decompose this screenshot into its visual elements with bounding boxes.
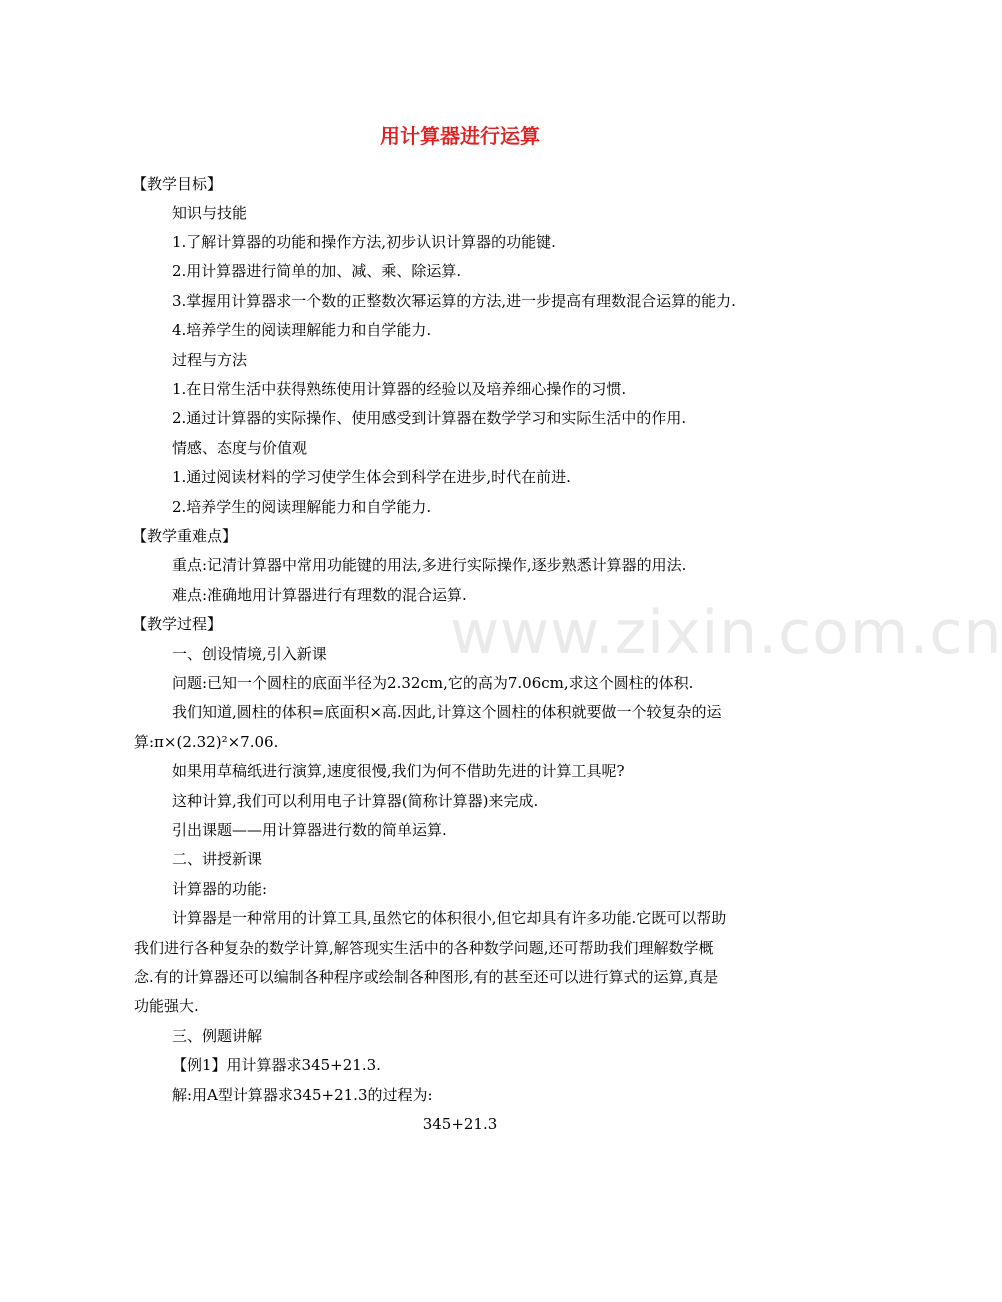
heading-teaching-goals: 【教学目标】: [132, 175, 223, 193]
subheading-section-two: 二、讲授新课: [172, 850, 263, 868]
paragraph-line: 【例1】用计算器求345+21.3.: [172, 1056, 381, 1074]
paragraph-line: 解:用A型计算器求345+21.3的过程为:: [172, 1086, 433, 1104]
paragraph-line: 计算器是一种常用的计算工具,虽然它的体积很小,但它却具有许多功能.它既可以帮助: [172, 909, 727, 927]
paragraph-line: 难点:准确地用计算器进行有理数的混合运算.: [172, 586, 467, 604]
paragraph-line: 2.通过计算器的实际操作、使用感受到计算器在数学学习和实际生活中的作用.: [172, 409, 687, 427]
paragraph-line: 1.在日常生活中获得熟练使用计算器的经验以及培养细心操作的习惯.: [172, 380, 627, 398]
subheading-knowledge-skills: 知识与技能: [172, 204, 248, 222]
paragraph-line: 1.了解计算器的功能和操作方法,初步认识计算器的功能键.: [172, 233, 556, 251]
paragraph-line: 我们知道,圆柱的体积=底面积×高.因此,计算这个圆柱的体积就要做一个较复杂的运: [172, 703, 722, 721]
paragraph-line: 算:π×(2.32)²×7.06.: [134, 733, 279, 751]
heading-teaching-process: 【教学过程】: [132, 615, 223, 633]
subheading-attitude-values: 情感、态度与价值观: [172, 439, 308, 457]
paragraph-line: 重点:记清计算器中常用功能键的用法,多进行实际操作,逐步熟悉计算器的用法.: [172, 556, 687, 574]
paragraph-line: 引出课题——用计算器进行数的简单运算.: [172, 821, 447, 839]
subheading-section-three: 三、例题讲解: [172, 1027, 263, 1045]
formula-line: 345+21.3: [422, 1115, 498, 1133]
paragraph-line: 1.通过阅读材料的学习使学生体会到科学在进步,时代在前进.: [172, 468, 571, 486]
paragraph-line: 2.用计算器进行简单的加、减、乘、除运算.: [172, 262, 462, 280]
subheading-process-methods: 过程与方法: [172, 351, 248, 369]
paragraph-line: 念.有的计算器还可以编制各种程序或绘制各种图形,有的甚至还可以进行算式的运算,真是: [134, 968, 719, 986]
paragraph-line: 计算器的功能:: [172, 880, 268, 898]
paragraph-line: 功能强大.: [134, 997, 199, 1015]
watermark: www.zixin.com.cn: [450, 598, 1002, 668]
paragraph-line: 2.培养学生的阅读理解能力和自学能力.: [172, 498, 432, 516]
document-title: 用计算器进行运算: [380, 124, 540, 148]
paragraph-line: 3.掌握用计算器求一个数的正整数次幂运算的方法,进一步提高有理数混合运算的能力.: [172, 292, 736, 310]
paragraph-line: 4.培养学生的阅读理解能力和自学能力.: [172, 321, 432, 339]
paragraph-line: 问题:已知一个圆柱的底面半径为2.32cm,它的高为7.06cm,求这个圆柱的体积.: [172, 674, 694, 692]
subheading-section-one: 一、创设情境,引入新课: [172, 645, 327, 663]
paragraph-line: 我们进行各种复杂的数学计算,解答现实生活中的各种数学问题,还可帮助我们理解数学概: [134, 939, 714, 957]
paragraph-line: 这种计算,我们可以利用电子计算器(简称计算器)来完成.: [172, 792, 539, 810]
paragraph-line: 如果用草稿纸进行演算,速度很慢,我们为何不借助先进的计算工具呢?: [172, 762, 625, 780]
heading-key-points: 【教学重难点】: [132, 527, 238, 545]
